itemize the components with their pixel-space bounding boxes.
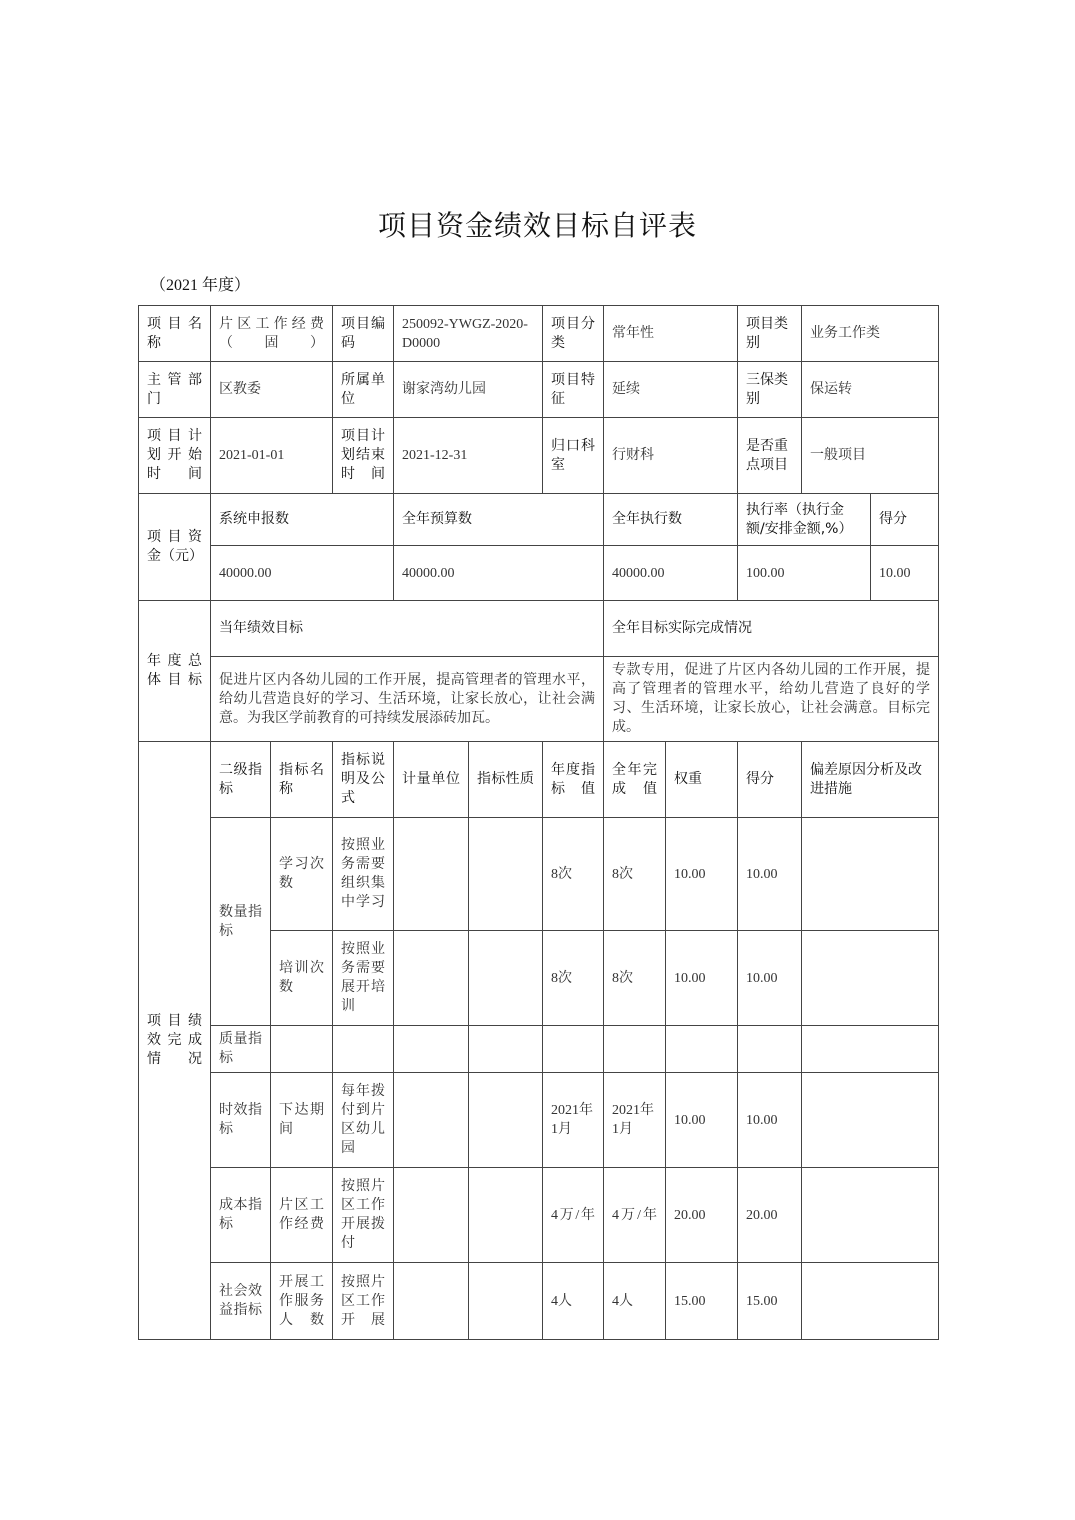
budget-amount: 40000.00	[394, 546, 604, 601]
current-goal-header: 当年绩效目标	[211, 601, 604, 657]
indicator-target: 4人	[543, 1263, 604, 1340]
table-row	[139, 1168, 939, 1263]
unit-label: 所属单位	[333, 362, 394, 418]
indicator-deviation	[802, 818, 939, 931]
indicator-weight: 15.00	[666, 1263, 738, 1340]
project-type-label: 项目类别	[738, 306, 802, 362]
quality-category: 质量指标	[211, 1026, 271, 1073]
table-row	[139, 818, 939, 931]
project-type: 业务工作类	[802, 306, 939, 362]
score-header: 得分	[738, 742, 802, 818]
perf-label: 项目绩效完成情况	[139, 742, 211, 1340]
indicator-desc: 每年拨付到片区幼儿园	[333, 1073, 394, 1168]
end-date: 2021-12-31	[394, 418, 543, 494]
indicator-desc: 按照业务需要组织集中学习	[333, 818, 394, 931]
level2-header: 二级指标	[211, 742, 271, 818]
nature-header: 指标性质	[469, 742, 543, 818]
weight-header: 权重	[666, 742, 738, 818]
indicator-weight: 10.00	[666, 1073, 738, 1168]
indicator-score: 10.00	[738, 818, 802, 931]
indicator-target: 8次	[543, 818, 604, 931]
declared-amount: 40000.00	[211, 546, 394, 601]
social-category: 社会效益指标	[211, 1263, 271, 1340]
name-header: 指标名称	[271, 742, 333, 818]
dept-label: 主管部门	[139, 362, 211, 418]
indicator-weight: 10.00	[666, 931, 738, 1026]
executed-header: 全年执行数	[604, 494, 738, 546]
indicator-name: 开展工作服务人数	[271, 1263, 333, 1340]
execution-rate: 100.00	[738, 546, 871, 601]
indicator-name: 学习次数	[271, 818, 333, 931]
executed-amount: 40000.00	[604, 546, 738, 601]
current-goal: 促进片区内各幼儿园的工作开展，提高管理者的管理水平，给幼儿营造良好的学习、生活环境，让家长放心，让社会满意。为我区学前教育的可持续发展添砖加瓦。	[211, 657, 604, 742]
indicator-desc: 按照片区工作开展	[333, 1263, 394, 1340]
indicator-actual: 8次	[604, 818, 666, 931]
actual-goal-header: 全年目标实际完成情况	[604, 601, 939, 657]
indicator-target: 8次	[543, 931, 604, 1026]
indicator-nature	[469, 931, 543, 1026]
key-label: 是否重点项目	[738, 418, 802, 494]
indicator-deviation	[802, 931, 939, 1026]
table-row	[139, 1263, 939, 1340]
rate-header: 执行率（执行金额/安排金额,%）	[738, 494, 871, 546]
evaluation-table	[138, 305, 939, 1340]
indicator-desc: 按照业务需要展开培训	[333, 931, 394, 1026]
target-header: 年度指标值	[543, 742, 604, 818]
table-row	[139, 1026, 939, 1073]
key-project: 一般项目	[802, 418, 939, 494]
cost-category: 成本指标	[211, 1168, 271, 1263]
unit-header: 计量单位	[394, 742, 469, 818]
indicator-name: 培训次数	[271, 931, 333, 1026]
indicator-actual: 8次	[604, 931, 666, 1026]
goals-label: 年度总体目标	[139, 601, 211, 742]
project-class: 常年性	[604, 306, 738, 362]
project-name-label: 项目名称	[139, 306, 211, 362]
end-label: 项目计划结束时间	[333, 418, 394, 494]
indicator-unit	[394, 818, 469, 931]
timeliness-category: 时效指标	[211, 1073, 271, 1168]
fiscal-year: （2021 年度）	[150, 277, 251, 294]
start-date: 2021-01-01	[211, 418, 333, 494]
declared-header: 系统申报数	[211, 494, 394, 546]
project-name: 片区工作经费（固）	[211, 306, 333, 362]
office-label: 归口科室	[543, 418, 604, 494]
sanbao-label: 三保类别	[738, 362, 802, 418]
actual-header: 全年完成值	[604, 742, 666, 818]
feature: 延续	[604, 362, 738, 418]
budget-header: 全年预算数	[394, 494, 604, 546]
indicator-weight: 10.00	[666, 818, 738, 931]
project-code: 250092-YWGZ-2020-D0000	[394, 306, 543, 362]
indicator-score: 20.00	[738, 1168, 802, 1263]
indicator-actual: 4万/年	[604, 1168, 666, 1263]
actual-goal: 专款专用，促进了片区内各幼儿园的工作开展，提高了管理者的管理水平，给幼儿营造了良好的学习、生活环境，让家长放心，让社会满意。目标完成。	[604, 657, 939, 742]
office: 行财科	[604, 418, 738, 494]
sanbao: 保运转	[802, 362, 939, 418]
start-label: 项目计划开始时间	[139, 418, 211, 494]
indicator-unit	[394, 931, 469, 1026]
deviation-header: 偏差原因分析及改进措施	[802, 742, 939, 818]
funds-label: 项目资金（元）	[139, 494, 211, 601]
indicator-score: 10.00	[738, 1073, 802, 1168]
indicator-name: 下达期间	[271, 1073, 333, 1168]
indicator-desc: 按照片区工作开展拨付	[333, 1168, 394, 1263]
funds-score-header: 得分	[871, 494, 939, 546]
indicator-target: 4万/年	[543, 1168, 604, 1263]
indicator-score: 10.00	[738, 931, 802, 1026]
project-class-label: 项目分类	[543, 306, 604, 362]
quantity-category: 数量指标	[211, 818, 271, 1026]
indicator-score: 15.00	[738, 1263, 802, 1340]
indicator-name: 片区工作经费	[271, 1168, 333, 1263]
funds-score: 10.00	[871, 546, 939, 601]
indicator-actual: 2021年1月	[604, 1073, 666, 1168]
indicator-actual: 4人	[604, 1263, 666, 1340]
project-code-label: 项目编码	[333, 306, 394, 362]
indicator-target: 2021年1月	[543, 1073, 604, 1168]
desc-header: 指标说明及公式	[333, 742, 394, 818]
indicator-weight: 20.00	[666, 1168, 738, 1263]
page-title: 项目资金绩效目标自评表	[377, 209, 697, 242]
dept: 区教委	[211, 362, 333, 418]
table-row	[139, 1073, 939, 1168]
indicator-nature	[469, 818, 543, 931]
unit: 谢家湾幼儿园	[394, 362, 543, 418]
feature-label: 项目特征	[543, 362, 604, 418]
